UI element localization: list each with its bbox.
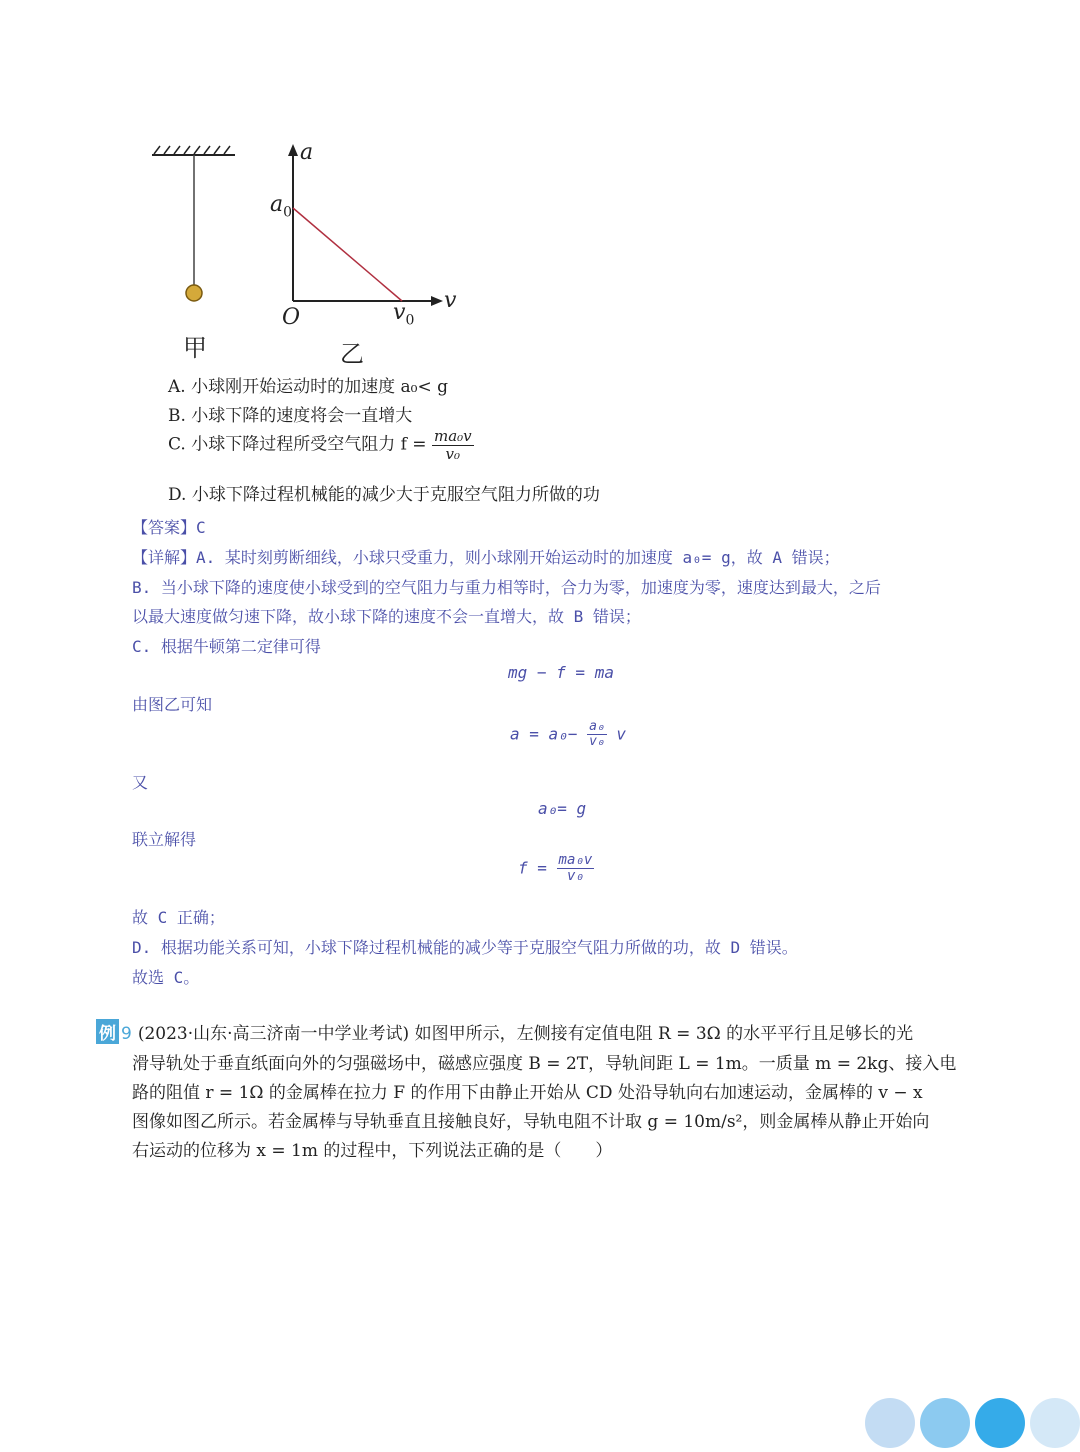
- example-line1: 例 9 (2023·山东·高三济南一中学业考试) 如图甲所示，左侧接有定值电阻 R = 3Ω 的水平平行且足够长的光: [132, 1019, 913, 1044]
- text-solve: 联立解得: [132, 830, 197, 849]
- option-d: D. 小球下降过程机械能的减少大于克服空气阻力所做的功: [168, 485, 600, 505]
- example-line4: 图像如图乙所示。若金属棒与导轨垂直且接触良好，导轨电阻不计取 g = 10m/s²，则金属棒从静止开始向: [132, 1112, 930, 1132]
- graph-axis-x-label: v: [444, 288, 457, 313]
- figure-jia-label: 甲: [183, 334, 207, 362]
- final-choice: 故选 C。: [132, 968, 200, 987]
- option-a: A. 小球刚开始运动时的加速度 a₀< g: [168, 377, 448, 397]
- equation-a-of-v: a = a₀− $\frac{\text{a₀}}{\text{v₀}}$ v: [510, 719, 627, 750]
- example-badge: 例: [96, 1019, 119, 1044]
- decorative-circle-4: [1030, 1398, 1080, 1448]
- figure-av-graph: [260, 140, 470, 320]
- detail-a: 【详解】A. 某时刻剪断细线，小球只受重力，则小球刚开始运动时的加速度 a₀= g，故 A 错误；: [132, 548, 840, 567]
- option-c: C. 小球下降过程所受空气阻力 f = $\frac{\text{ma₀v}}{\text{v₀}}$: [168, 427, 472, 463]
- graph-origin-label: O: [282, 305, 301, 330]
- figure-pendulum: [140, 140, 250, 310]
- decorative-circle-1: [865, 1398, 915, 1448]
- graph-v0-label: $v_0$: [393, 300, 415, 329]
- text-from-figure: 由图乙可知: [132, 695, 213, 714]
- detail-c: C. 根据牛顿第二定律可得: [132, 637, 321, 656]
- text-again: 又: [132, 773, 149, 792]
- graph-a0-label: $a_0$: [270, 192, 293, 221]
- figure-yi-label: 乙: [340, 340, 364, 368]
- example-line2: 滑导轨处于垂直纸面向外的匀强磁场中，磁感应强度 B = 2T，导轨间距 L = 1m。一质量 m = 2kg、接入电: [132, 1054, 957, 1074]
- answer-line: 【答案】C: [132, 518, 206, 537]
- equation-newton: mg − f = ma: [508, 663, 614, 682]
- equation-a0-g: a₀= g: [538, 799, 587, 818]
- example-line5: 右运动的位移为 x = 1m 的过程中，下列说法正确的是（ ）: [132, 1141, 613, 1161]
- decorative-circle-2: [920, 1398, 970, 1448]
- detail-b-line2: 以最大速度做匀速下降，故小球下降的速度不会一直增大，故 B 错误；: [132, 607, 641, 626]
- example-line3: 路的阻值 r = 1Ω 的金属棒在拉力 F 的作用下由静止开始从 CD 处沿导轨向右加速运动，金属棒的 v − x: [132, 1083, 923, 1103]
- example-number: 9: [121, 1024, 132, 1044]
- detail-d: D. 根据功能关系可知，小球下降过程机械能的减少等于克服空气阻力所做的功，故 D 错误。: [132, 938, 798, 957]
- option-b: B. 小球下降的速度将会一直增大: [168, 406, 413, 426]
- text-c-correct: 故 C 正确；: [132, 908, 225, 927]
- detail-b-line1: B. 当小球下降的速度使小球受到的空气阻力与重力相等时，合力为零，加速度为零，速度达到最大，之后: [132, 578, 881, 597]
- equation-f: f = $\frac{\text{ma₀v}}{\text{v₀}}$: [518, 852, 593, 885]
- decorative-circle-3: [975, 1398, 1025, 1448]
- graph-axis-y-label: a: [300, 140, 314, 165]
